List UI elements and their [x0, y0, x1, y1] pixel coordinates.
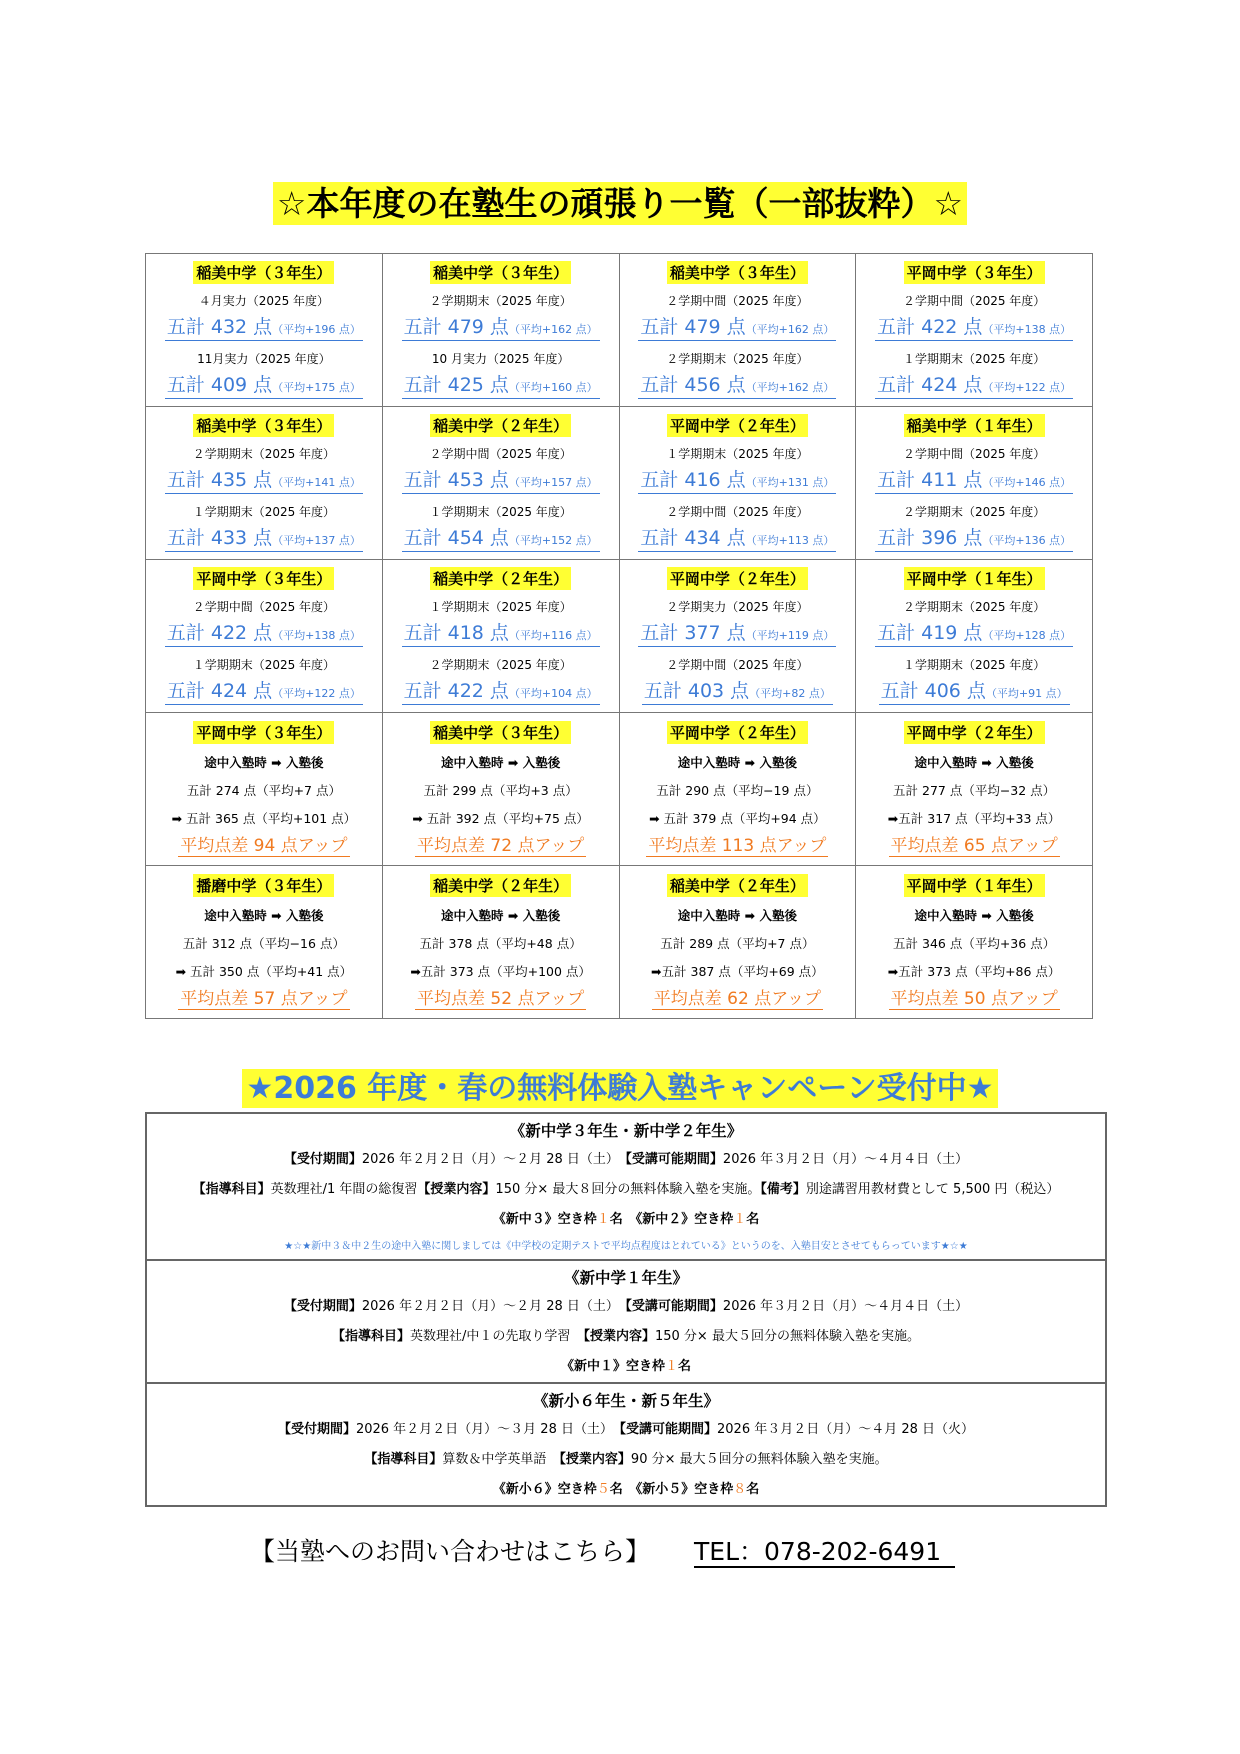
score-total: 五計 419 点 [877, 622, 983, 645]
score-total: 五計 377 点 [640, 622, 746, 645]
exam-label: １学期期末（2025 年度） [429, 504, 572, 519]
section-heading: 《新中学３年生・新中学２年生》 [509, 1122, 743, 1140]
vacancy-line: 《新中１》空き枠１名 [560, 1359, 692, 1374]
score-total: 五計 456 点 [640, 373, 746, 396]
score-total: 五計 424 点 [877, 373, 983, 396]
school-label: 稲美中学（１年生） [904, 414, 1045, 437]
exam-label: ２学期期末（2025 年度） [429, 294, 572, 309]
score-value [402, 623, 600, 647]
school-label: 平岡中学（３年生） [904, 261, 1045, 284]
result-cell [856, 866, 1093, 1019]
score-diff: （平均+131 点） [745, 476, 835, 490]
school-label: 播磨中学（３年生） [193, 874, 334, 897]
contact-label: 【当塾へのお問い合わせはこちら】 [250, 1537, 651, 1566]
after-score: ➡ 五計 350 点（平均+41 点） [175, 963, 353, 979]
before-score: 五計 290 点（平均−19 点） [656, 782, 819, 798]
exam-label: 11月実力（2025 年度） [197, 351, 331, 366]
after-score: ➡五計 317 点（平均+33 点） [887, 810, 1061, 826]
score-total: 五計 453 点 [403, 469, 509, 492]
exam-label: ２学期中間（2025 年度） [902, 294, 1046, 309]
school-label: 稲美中学（３年生） [430, 261, 571, 284]
score-total: 五計 396 点 [877, 526, 983, 549]
score-diff: （平均+136 点） [982, 533, 1072, 547]
result-cell [619, 713, 856, 866]
school-label: 稲美中学（２年生） [430, 567, 571, 590]
before-score: 五計 346 点（平均+36 点） [893, 935, 1056, 951]
score-diff: （平均+160 点） [508, 380, 598, 394]
score-total: 五計 424 点 [166, 679, 273, 702]
result-cell [856, 560, 1093, 713]
score-total: 五計 479 点 [403, 316, 509, 339]
flow-label: 途中入塾時 ➡ 入塾後 [677, 755, 797, 771]
result-card [146, 713, 382, 865]
score-value [642, 681, 833, 705]
result-card [146, 560, 382, 712]
exam-label: ２学期期末（2025 年度） [902, 504, 1046, 519]
result-cell [856, 254, 1093, 407]
admission-note: ★☆★新中３＆中２生の途中入塾に関しましては《中学校の定期テストで平均点程度はとれている》というのを、入塾目安とさせてもらっています★☆★ [284, 1241, 968, 1252]
school-label: 稲美中学（２年生） [430, 874, 571, 897]
school-label: 稲美中学（３年生） [193, 414, 334, 437]
result-card [620, 713, 856, 865]
score-value [402, 317, 600, 341]
score-total: 五計 434 点 [640, 526, 746, 549]
score-diff: （平均+82 点） [749, 686, 831, 700]
phone-link[interactable]: TEL：078-202-6491 [694, 1537, 955, 1568]
result-card [146, 866, 382, 1018]
score-value [402, 375, 600, 399]
exam-label: ２学期中間（2025 年度） [192, 600, 336, 615]
flow-label: 途中入塾時 ➡ 入塾後 [441, 908, 561, 924]
gain-label: 平均点差 50 点アップ [890, 989, 1058, 1010]
score-diff: （平均+141 点） [272, 476, 361, 490]
exam-label: 10 月実力（2025 年度） [431, 351, 570, 366]
score-total: 五計 411 点 [877, 469, 983, 492]
table-row [146, 713, 1093, 866]
result-card [620, 254, 856, 406]
exam-label: １学期期末（2025 年度） [429, 600, 572, 615]
score-value [165, 470, 363, 494]
subject-line: 【指導科目】英数理社/中１の先取り学習 【授業内容】150 分× 最大５回分の無料体験入塾を実施。 [332, 1329, 920, 1344]
score-value [165, 681, 363, 705]
school-label: 平岡中学（２年生） [667, 721, 808, 744]
score-total: 五計 418 点 [403, 622, 509, 645]
exam-label: １学期期末（2025 年度） [902, 351, 1046, 366]
exam-label: １学期期末（2025 年度） [666, 447, 809, 462]
flow-label: 途中入塾時 ➡ 入塾後 [914, 908, 1034, 924]
result-card [146, 254, 382, 406]
score-total: 五計 422 点 [403, 679, 509, 702]
before-score: 五計 289 点（平均+7 点） [660, 935, 815, 951]
exam-label: ２学期中間（2025 年度） [429, 447, 572, 462]
gain-label: 平均点差 52 点アップ [417, 989, 585, 1010]
score-diff: （平均+104 点） [508, 686, 598, 700]
flow-label: 途中入塾時 ➡ 入塾後 [204, 755, 324, 771]
school-label: 稲美中学（３年生） [667, 261, 808, 284]
table-row [146, 254, 1093, 407]
score-value [875, 317, 1073, 341]
score-total: 五計 409 点 [166, 373, 273, 396]
result-card [856, 866, 1092, 1018]
period-line: 【受付期間】2026 年２月２日（月）〜２月 28 日（土） 【受講可能期間】2026 年３月２日（月）〜４月４日（土） [283, 1299, 969, 1314]
score-diff: （平均+122 点） [272, 686, 361, 700]
result-card [856, 407, 1092, 559]
vacancy-line: 《新小６》空き枠５名 《新小５》空き枠８名 [492, 1482, 760, 1497]
school-label: 平岡中学（２年生） [904, 721, 1045, 744]
score-value [638, 623, 836, 647]
subject-line: 【指導科目】算数＆中学英単語 【授業内容】90 分× 最大５回分の無料体験入塾を実施。 [364, 1452, 888, 1467]
before-score: 五計 277 点（平均−32 点） [893, 782, 1056, 798]
score-value [638, 470, 836, 494]
result-card [856, 254, 1092, 406]
score-value [638, 375, 836, 399]
campaign-section-new-jh3-jh2 [147, 1119, 1105, 1259]
score-total: 五計 433 点 [166, 526, 273, 549]
school-label: 平岡中学（１年生） [904, 567, 1045, 590]
result-cell [856, 407, 1093, 560]
score-value [402, 528, 600, 552]
result-cell [856, 713, 1093, 866]
score-total: 五計 479 点 [640, 316, 746, 339]
result-card [383, 254, 619, 406]
score-diff: （平均+175 点） [272, 380, 361, 394]
period-line: 【受付期間】2026 年２月２日（月）〜２月 28 日（土） 【受講可能期間】2026 年３月２日（月）〜４月４日（土） [283, 1152, 969, 1167]
campaign-section-new-es6-es5 [147, 1382, 1105, 1505]
score-diff: （平均+152 点） [508, 533, 598, 547]
score-diff: （平均+128 点） [982, 629, 1072, 643]
flow-label: 途中入塾時 ➡ 入塾後 [914, 755, 1034, 771]
score-diff: （平均+157 点） [508, 476, 598, 490]
score-total: 五計 403 点 [643, 679, 750, 702]
gain-label: 平均点差 57 点アップ [180, 989, 348, 1010]
result-card [383, 407, 619, 559]
result-cell [382, 560, 619, 713]
gain-label: 平均点差 94 点アップ [180, 836, 348, 857]
score-value [165, 623, 363, 647]
result-card [383, 866, 619, 1018]
result-cell [146, 254, 383, 407]
gain-label: 平均点差 62 点アップ [653, 989, 821, 1010]
score-diff: （平均+137 点） [272, 533, 361, 547]
flow-label: 途中入塾時 ➡ 入塾後 [441, 755, 561, 771]
section-heading: 《新小６年生・新５年生》 [532, 1392, 719, 1410]
result-cell [382, 866, 619, 1019]
page-title: ☆本年度の在塾生の頑張り一覧（一部抜粋）☆ [0, 178, 1240, 225]
score-total: 五計 425 点 [403, 373, 509, 396]
score-value [402, 681, 600, 705]
exam-label: ２学期期末（2025 年度） [429, 657, 572, 672]
exam-label: ４月実力（2025 年度） [198, 294, 330, 309]
result-cell [146, 407, 383, 560]
exam-label: １学期期末（2025 年度） [902, 657, 1046, 672]
school-label: 稲美中学（２年生） [430, 414, 571, 437]
after-score: ➡五計 373 点（平均+86 点） [887, 963, 1061, 979]
campaign-box [145, 1112, 1107, 1507]
result-cell [382, 713, 619, 866]
score-diff: （平均+162 点） [745, 380, 835, 394]
score-diff: （平均+138 点） [982, 323, 1072, 337]
school-label: 稲美中学（２年生） [667, 874, 808, 897]
school-label: 平岡中学（２年生） [667, 414, 808, 437]
flow-label: 途中入塾時 ➡ 入塾後 [677, 908, 797, 924]
score-diff: （平均+113 点） [745, 533, 835, 547]
result-cell [146, 866, 383, 1019]
score-diff: （平均+146 点） [982, 476, 1072, 490]
score-diff: （平均+116 点） [508, 629, 598, 643]
before-score: 五計 378 点（平均+48 点） [419, 935, 582, 951]
exam-label: ２学期期末（2025 年度） [666, 351, 809, 366]
before-score: 五計 299 点（平均+3 点） [423, 782, 578, 798]
exam-label: ２学期中間（2025 年度） [666, 657, 809, 672]
score-value [165, 375, 363, 399]
school-label: 平岡中学（３年生） [193, 567, 334, 590]
gain-label: 平均点差 72 点アップ [417, 836, 585, 857]
result-card [856, 713, 1092, 865]
score-value [638, 317, 836, 341]
result-card [383, 713, 619, 865]
exam-label: ２学期期末（2025 年度） [902, 600, 1046, 615]
table-row [146, 560, 1093, 713]
score-total: 五計 422 点 [166, 622, 273, 645]
score-value [875, 528, 1073, 552]
results-table [145, 253, 1093, 1019]
result-card [383, 560, 619, 712]
exam-label: ２学期中間（2025 年度） [902, 447, 1046, 462]
exam-label: ２学期期末（2025 年度） [192, 447, 336, 462]
score-diff: （平均+122 点） [982, 380, 1072, 394]
result-card [620, 560, 856, 712]
after-score: ➡ 五計 379 点（平均+94 点） [649, 810, 826, 826]
school-label: 稲美中学（３年生） [193, 261, 334, 284]
result-card [620, 866, 856, 1018]
before-score: 五計 274 点（平均+7 点） [186, 782, 341, 798]
exam-label: １学期期末（2025 年度） [192, 504, 336, 519]
campaign-title: ★2026 年度・春の無料体験入塾キャンペーン受付中★ [0, 1063, 1240, 1107]
score-value [875, 623, 1073, 647]
result-cell [619, 407, 856, 560]
before-score: 五計 312 点（平均−16 点） [182, 935, 345, 951]
score-total: 五計 454 点 [403, 526, 509, 549]
school-label: 平岡中学（１年生） [904, 874, 1045, 897]
score-value [875, 470, 1073, 494]
exam-label: １学期期末（2025 年度） [192, 657, 336, 672]
campaign-section-new-jh1 [147, 1259, 1105, 1382]
section-heading: 《新中学１年生》 [563, 1269, 688, 1287]
subject-line: 【指導科目】英数理社/1 年間の総復習【授業内容】150 分× 最大８回分の無料体験入塾を実施。【備考】別途講習用教材費として 5,500 円（税込） [192, 1182, 1060, 1197]
after-score: ➡五計 373 点（平均+100 点） [410, 963, 591, 979]
score-diff: （平均+196 点） [272, 323, 361, 337]
result-card [856, 560, 1092, 712]
score-total: 五計 422 点 [877, 316, 983, 339]
score-value [165, 317, 363, 341]
result-cell [382, 254, 619, 407]
score-diff: （平均+162 点） [745, 323, 835, 337]
score-total: 五計 406 点 [880, 679, 986, 702]
score-diff: （平均+119 点） [745, 629, 835, 643]
score-value [879, 681, 1070, 705]
score-total: 五計 416 点 [640, 469, 746, 492]
score-value [875, 375, 1073, 399]
after-score: ➡五計 387 点（平均+69 点） [651, 963, 824, 979]
table-row [146, 407, 1093, 560]
result-cell [619, 254, 856, 407]
result-cell [619, 866, 856, 1019]
after-score: ➡ 五計 365 点（平均+101 点） [171, 810, 357, 826]
score-value [165, 528, 363, 552]
vacancy-line: 《新中３》空き枠１名 《新中２》空き枠１名 [492, 1212, 760, 1227]
exam-label: ２学期中間（2025 年度） [666, 294, 809, 309]
score-diff: （平均+162 点） [508, 323, 598, 337]
school-label: 稲美中学（３年生） [430, 721, 571, 744]
result-cell [146, 560, 383, 713]
result-card [620, 407, 856, 559]
result-cell [146, 713, 383, 866]
school-label: 平岡中学（３年生） [193, 721, 334, 744]
score-diff: （平均+91 点） [985, 686, 1068, 700]
score-value [638, 528, 836, 552]
after-score: ➡ 五計 392 点（平均+75 点） [412, 810, 589, 826]
table-row [146, 866, 1093, 1019]
result-cell [619, 560, 856, 713]
school-label: 平岡中学（２年生） [667, 567, 808, 590]
score-diff: （平均+138 点） [272, 629, 361, 643]
gain-label: 平均点差 65 点アップ [890, 836, 1058, 857]
score-total: 五計 432 点 [166, 316, 273, 339]
exam-label: ２学期実力（2025 年度） [666, 600, 809, 615]
result-cell [382, 407, 619, 560]
score-value [402, 470, 600, 494]
gain-label: 平均点差 113 点アップ [648, 836, 827, 857]
score-total: 五計 435 点 [166, 469, 273, 492]
contact-line [250, 1532, 955, 1568]
period-line: 【受付期間】2026 年２月２日（月）〜３月 28 日（土） 【受講可能期間】2026 年３月２日（月）〜４月 28 日（火） [277, 1422, 975, 1437]
flow-label: 途中入塾時 ➡ 入塾後 [204, 908, 324, 924]
result-card [146, 407, 382, 559]
exam-label: ２学期中間（2025 年度） [666, 504, 809, 519]
